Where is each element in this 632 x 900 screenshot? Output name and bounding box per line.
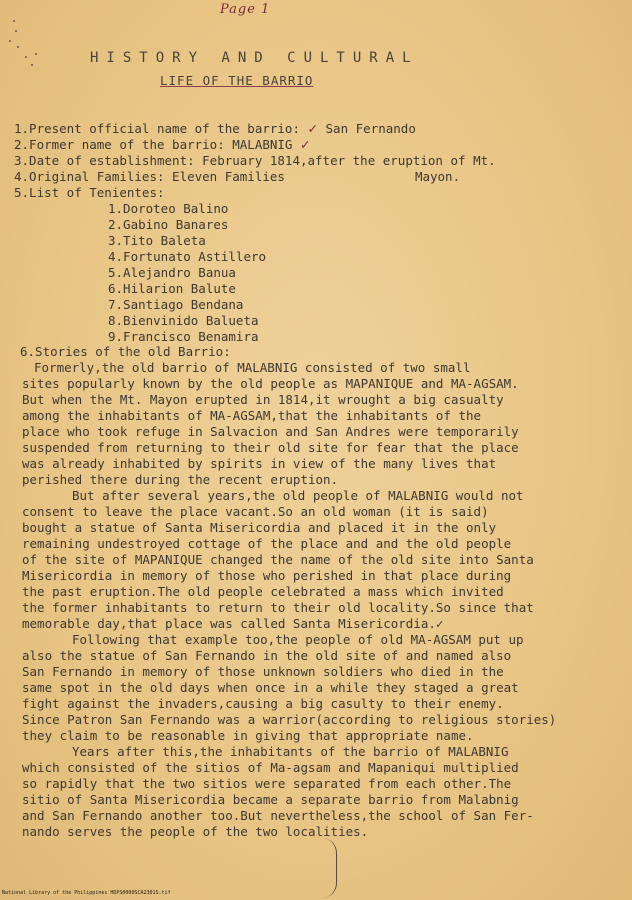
teniente-2: 2.Gabino Banares	[108, 217, 229, 232]
story-line: was already inhabited by spirits in view of the many lives that	[22, 456, 497, 471]
story-line: which consisted of the sitios of Ma-agsam and Mapaniqui multiplied	[22, 760, 519, 775]
document-subtitle: LIFE OF THE BARRIO	[160, 73, 314, 88]
item-5: 5.List of Tenientes:	[14, 185, 165, 200]
story-line: suspended from returning to their old site for fear that the place	[22, 440, 519, 455]
teniente-8: 8.Bienvinido Balueta	[108, 313, 259, 328]
item-3: 3.Date of establishment: February 1814,after the eruption of Mt.	[14, 153, 496, 168]
paper-fold-mark	[322, 838, 337, 898]
story-line: sitio of Santa Misericordia became a separate barrio from Malabnig	[22, 792, 519, 807]
story-line: also the statue of San Fernando in the old site of and named also	[22, 648, 512, 663]
story-line: But when the Mt. Mayon erupted in 1814,it wrought a big casualty	[22, 392, 504, 407]
story-line: of the site of MAPANIQUE changed the name of the old site into Santa	[22, 552, 534, 567]
teniente-9: 9.Francisco Benamira	[108, 329, 259, 344]
margin-marks	[5, 20, 45, 80]
story-line: Since Patron San Fernando was a warrior(according to religious stories)	[22, 712, 557, 727]
page-number-handwritten: Page 1	[220, 2, 271, 17]
teniente-7: 7.Santiago Bendana	[108, 297, 244, 312]
story-line: place who took refuge in Salvacion and San Andres were temporarily	[22, 424, 519, 439]
item-4: 4.Original Families: Eleven Families Mayon.	[14, 169, 461, 184]
story-line: San Fernando in memory of those unknown soldiers who died in the	[22, 664, 504, 679]
story-line: and San Fernando another too.But nevertheless,the school of San Fer-	[22, 808, 534, 823]
story-line: sites popularly known by the old people as MAPANIQUE and MA-AGSAM.	[22, 376, 519, 391]
story-line: the past eruption.The old people celebrated a mass which invited	[22, 584, 504, 599]
teniente-5: 5.Alejandro Banua	[108, 265, 236, 280]
story-line: the former inhabitants to return to their old locality.So since that	[22, 600, 534, 615]
story-line: perished there during the recent eruption.	[22, 472, 339, 487]
teniente-6: 6.Hilarion Balute	[108, 281, 236, 296]
story-line: remaining undestroyed cottage of the place and and the old people	[22, 536, 512, 551]
story-line: Misericordia in memory of those who perished in that place during	[22, 568, 512, 583]
item-6: 6.Stories of the old Barrio:	[20, 344, 231, 359]
document-title: HISTORY AND CULTURAL	[90, 50, 419, 66]
item-2: 2.Former name of the barrio: MALABNIG ✓	[14, 137, 311, 152]
item-1: 1.Present official name of the barrio: ✓ San Fernando	[14, 121, 416, 136]
story-line: among the inhabitants of MA-AGSAM,that the inhabitants of the	[22, 408, 482, 423]
story-line: But after several years,the old people of MALABNIG would not	[72, 488, 524, 503]
teniente-1: 1.Doroteo Balino	[108, 201, 229, 216]
teniente-3: 3.Tito Baleta	[108, 233, 206, 248]
story-line: consent to leave the place vacant.So an old woman (it is said)	[22, 504, 489, 519]
story-line: memorable day,that place was called Santa Misericordia.✓	[22, 616, 444, 631]
teniente-4: 4.Fortunato Astillero	[108, 249, 267, 264]
story-line: they claim to be reasonable in giving that appropriate name.	[22, 728, 474, 743]
story-line: same spot in the old days when once in a while they staged a great	[22, 680, 519, 695]
archive-footer: National Library of the Philippines HDPS0000SCA2301S.tif	[2, 890, 171, 896]
story-line: nando serves the people of the two localities.	[22, 824, 369, 839]
story-line: Years after this,the inhabitants of the barrio of MALABNIG	[72, 744, 509, 759]
story-line: fight against the invaders,causing a big casulty to their enemy.	[22, 696, 504, 711]
story-line: bought a statue of Santa Misericordia and placed it in the only	[22, 520, 497, 535]
story-line: Formerly,the old barrio of MALABNIG consisted of two small	[34, 360, 471, 375]
story-line: Following that example too,the people of old MA-AGSAM put up	[72, 632, 524, 647]
story-line: so rapidly that the two sitios were separated from each other.The	[22, 776, 512, 791]
